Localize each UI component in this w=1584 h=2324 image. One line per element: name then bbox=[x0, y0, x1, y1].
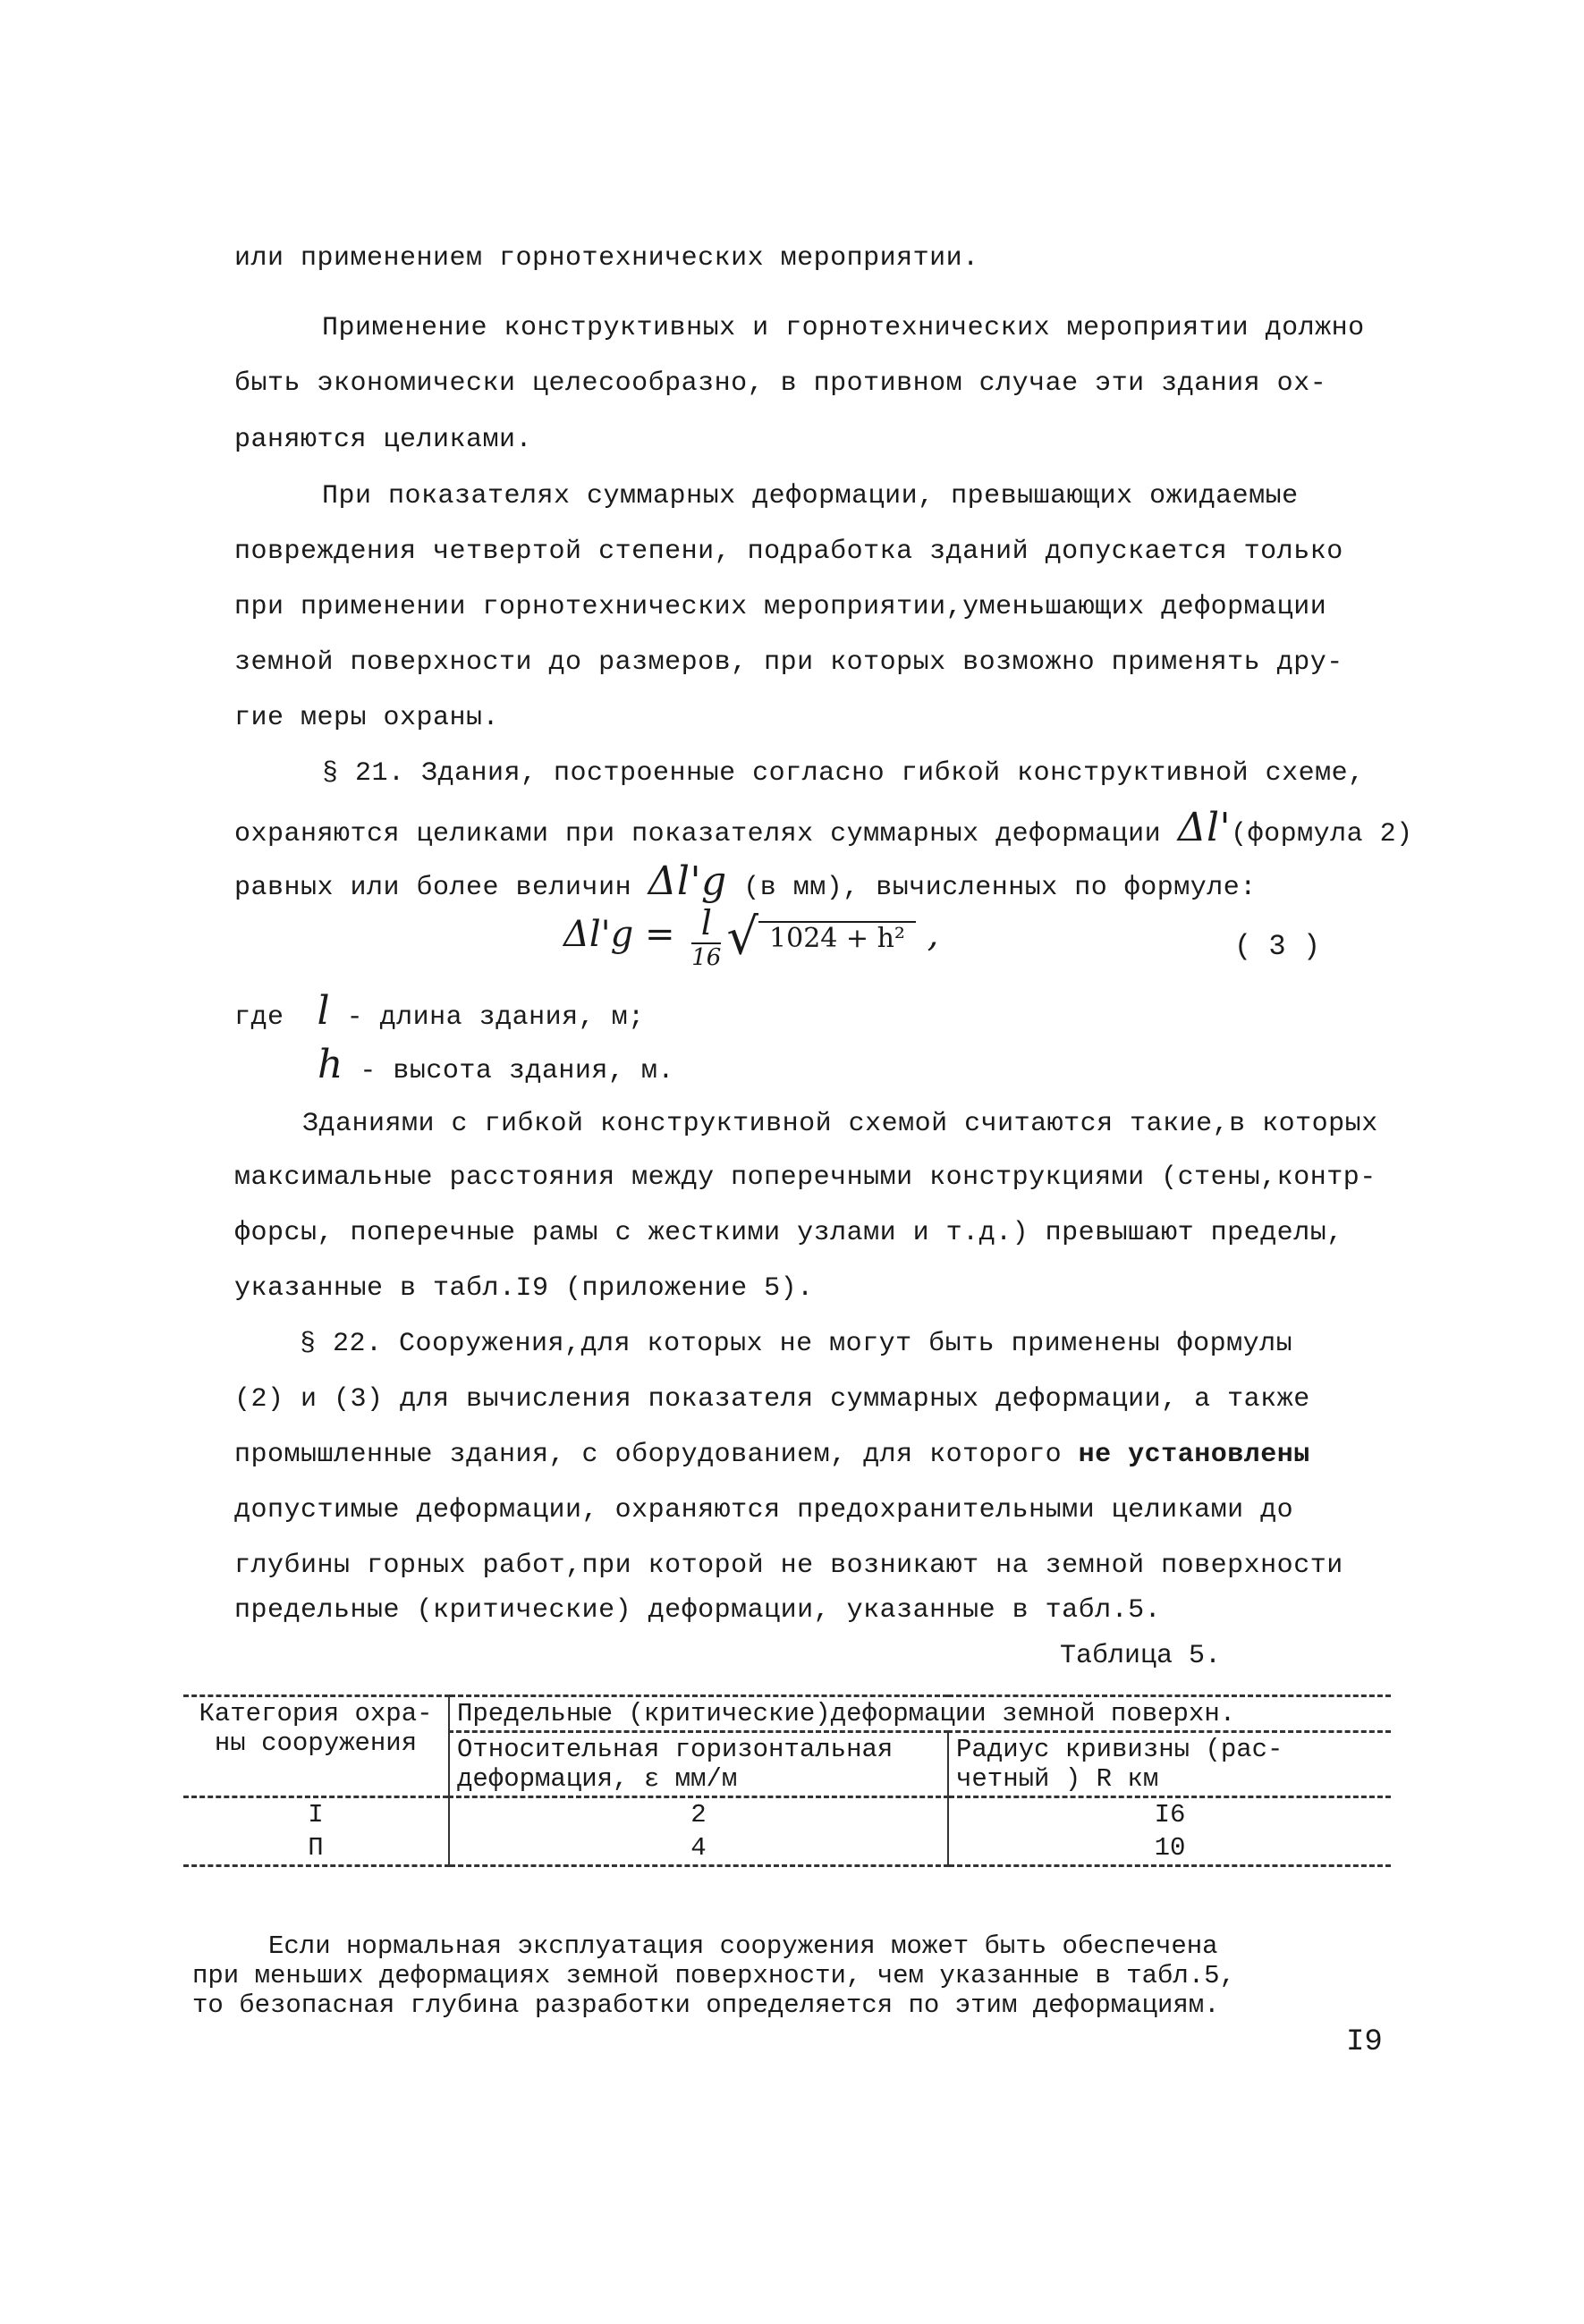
col-header-category: Категория охра- ны сооружения bbox=[183, 1696, 449, 1797]
text-line: (2) и (3) для вычисления показателя суммарных деформации, а также bbox=[234, 1384, 1310, 1415]
text-line: § 22. Сооружения,для которых не могут быть применены формулы bbox=[300, 1329, 1293, 1359]
text-line: при применении горнотехнических мероприятии,уменьшающих деформации bbox=[234, 592, 1327, 622]
table-5 bbox=[183, 1694, 1391, 1867]
table-caption: Таблица 5. bbox=[1060, 1641, 1222, 1671]
note-line: Если нормальная эксплуатация сооружения может быть обеспечена bbox=[268, 1931, 1218, 1961]
text-span: (формула 2) bbox=[1231, 819, 1413, 849]
text-line: При показателях суммарных деформации, превышающих ожидаемые bbox=[322, 481, 1299, 511]
note-line: то безопасная глубина разработки определяется по этим деформациям. bbox=[192, 1990, 1220, 2020]
equation-number: ( 3 ) bbox=[1234, 930, 1321, 963]
formula-denominator: 16 bbox=[691, 944, 722, 971]
text-span: (в мм), вычисленных по формуле: bbox=[743, 873, 1257, 903]
sqrt-icon: √ bbox=[726, 908, 759, 967]
table-row bbox=[183, 1797, 1391, 1832]
cell-eps: 2 bbox=[449, 1797, 948, 1832]
l-symbol: l bbox=[317, 988, 331, 1034]
text-line: допустимые деформации, охраняются предохранительными целиками до bbox=[234, 1495, 1294, 1525]
page-number: I9 bbox=[1346, 2025, 1383, 2059]
text-line bbox=[318, 1042, 674, 1087]
text-span: - высота здания, м. bbox=[360, 1056, 674, 1086]
col-header-radius: Радиус кривизны (рас- четный ) R км bbox=[948, 1732, 1391, 1797]
col-header-eps: Относительная горизонтальная деформация, ε мм/м bbox=[449, 1732, 948, 1797]
text-line: максимальные расстояния между поперечными конструкциями (стены,контр- bbox=[234, 1162, 1376, 1193]
h-symbol: h bbox=[318, 1042, 343, 1087]
text-line: предельные (критические) деформации, указанные в табл.5. bbox=[234, 1595, 1162, 1626]
cell-category: I bbox=[183, 1797, 449, 1832]
cell-category: П bbox=[183, 1831, 449, 1866]
text-line bbox=[234, 1440, 1310, 1470]
table-row bbox=[183, 1831, 1391, 1866]
formula-radicand: 1024 + h² bbox=[758, 921, 916, 954]
text-span-bold: не установлены bbox=[1078, 1440, 1310, 1470]
text-span: - длина здания, м; bbox=[346, 1002, 645, 1033]
formula-3 bbox=[563, 903, 938, 971]
text-span: охраняются целиками при показателях суммарных деформации bbox=[234, 819, 1162, 849]
text-line: Применение конструктивных и горнотехнических мероприятии должно bbox=[322, 313, 1365, 343]
text-line: форсы, поперечные рамы с жесткими узлами и т.д.) превышают пределы, bbox=[234, 1218, 1343, 1248]
cell-eps: 4 bbox=[449, 1831, 948, 1866]
delta-l-symbol: Δl' bbox=[1177, 805, 1232, 850]
text-line bbox=[234, 805, 1413, 850]
text-line: § 21. Здания, построенные согласно гибкой конструктивной схеме, bbox=[322, 758, 1365, 789]
text-line: повреждения четвертой степени, подработка зданий допускается только bbox=[234, 537, 1343, 567]
formula-tail: , bbox=[927, 914, 939, 955]
text-line: быть экономически целесообразно, в противном случае эти здания ох- bbox=[234, 368, 1327, 399]
formula-lhs: Δl'g = bbox=[563, 914, 675, 955]
text-line: раняются целиками. bbox=[234, 425, 533, 455]
text-line bbox=[234, 858, 1257, 904]
note-line: при меньших деформациях земной поверхности, чем указанные в табл.5, bbox=[192, 1961, 1235, 1990]
formula-numerator: l bbox=[691, 903, 721, 944]
group-header: Предельные (критические)деформации земной поверхн. bbox=[449, 1696, 1391, 1732]
text-line: указанные в табл.I9 (приложение 5). bbox=[234, 1273, 814, 1304]
text-span: промышленные здания, с оборудованием, для которого bbox=[234, 1440, 1063, 1470]
text-line bbox=[234, 988, 645, 1034]
formula-fraction bbox=[691, 903, 721, 971]
text-span: равных или более величин bbox=[234, 873, 632, 903]
text-line: или применением горнотехнических мероприятии. bbox=[234, 243, 979, 274]
text-span: где bbox=[234, 1002, 284, 1033]
delta-lg-symbol: Δl'g bbox=[648, 858, 727, 904]
text-line: глубины горных работ,при которой не возникают на земной поверхности bbox=[234, 1551, 1343, 1581]
text-line: гие меры охраны. bbox=[234, 703, 500, 733]
cell-radius: 10 bbox=[948, 1831, 1391, 1866]
text-line: земной поверхности до размеров, при которых возможно применять дру- bbox=[234, 647, 1343, 678]
cell-radius: I6 bbox=[948, 1797, 1391, 1832]
text-line: Зданиями с гибкой конструктивной схемой считаются такие,в которых bbox=[302, 1109, 1378, 1139]
